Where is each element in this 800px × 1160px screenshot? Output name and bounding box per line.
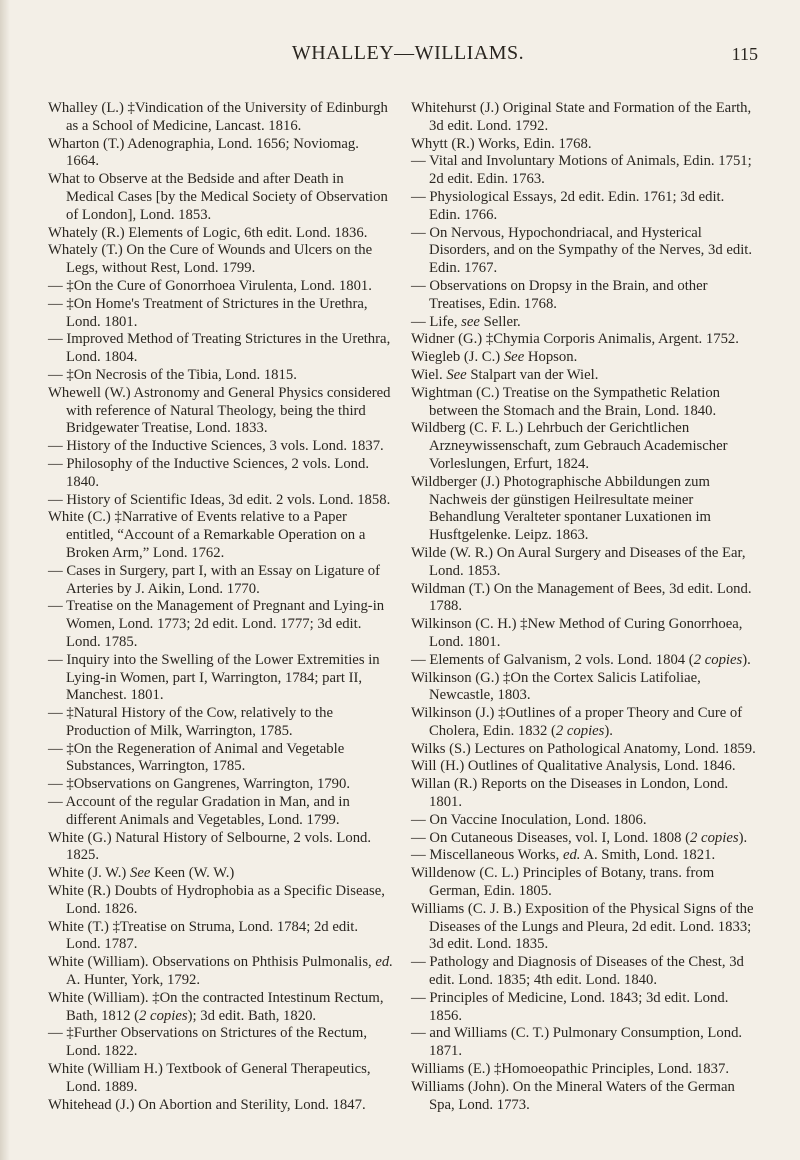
bibliography-entry: Williams (John). On the Mineral Waters of the German Spa, Lond. 1773.: [411, 1078, 735, 1113]
bibliography-entry: Whewell (W.) Astronomy and General Physics considered with reference of Natural Theology, being the third Bridgewater Treatise, Lond. 1833.: [48, 384, 391, 437]
bibliography-entry: — On Cutaneous Diseases, vol. I, Lond. 1808 (2 copies).: [411, 829, 748, 846]
bibliography-entry: White (William H.) Textbook of General Therapeutics, Lond. 1889.: [48, 1061, 371, 1095]
bibliography-entry: What to Observe at the Bedside and after Death in Medical Cases [by the Medical Society of Observation of London], Lond. 1853.: [48, 171, 388, 223]
bibliography-columns: [48, 100, 756, 1150]
bibliography-entry: — Principles of Medicine, Lond. 1843; 3d edit. Lond. 1856.: [411, 989, 729, 1024]
bibliography-entry: — Observations on Dropsy in the Brain, and other Treatises, Edin. 1768.: [411, 277, 708, 312]
bibliography-entry: Williams (C. J. B.) Exposition of the Physical Signs of the Diseases of the Lungs and Pleura, 2d edit. Lond. 1833; 3d edit. Lond. 1835.: [411, 900, 754, 953]
bibliography-entry: Willan (R.) Reports on the Diseases in London, Lond. 1801.: [411, 776, 729, 811]
bibliography-entry: Williams (E.) ‡Homoeopathic Principles, Lond. 1837.: [411, 1061, 729, 1078]
bibliography-entry: — Improved Method of Treating Strictures in the Urethra, Lond. 1804.: [48, 331, 391, 366]
bibliography-entry: — and Williams (C. T.) Pulmonary Consumption, Lond. 1871.: [411, 1025, 743, 1060]
bibliography-entry: Wilks (S.) Lectures on Pathological Anatomy, Lond. 1859.: [411, 740, 756, 757]
bibliography-entry: — ‡On the Regeneration of Animal and Vegetable Substances, Warrington, 1785.: [48, 740, 345, 775]
page-header: [58, 42, 758, 82]
bibliography-entry: — Pathology and Diagnosis of Diseases of the Chest, 3d edit. Lond. 1835; 4th edit. Lond. 1840.: [411, 954, 744, 989]
bibliography-entry: Wilde (W. R.) On Aural Surgery and Diseases of the Ear, Lond. 1853.: [411, 544, 746, 579]
bibliography-entry: Will (H.) Outlines of Qualitative Analysis, Lond. 1846.: [411, 758, 736, 775]
bibliography-entry: — ‡On Necrosis of the Tibia, Lond. 1815.: [48, 366, 297, 383]
bibliography-entry: — Miscellaneous Works, ed. A. Smith, Lond. 1821.: [411, 847, 716, 864]
bibliography-entry: — Physiological Essays, 2d edit. Edin. 1761; 3d edit. Edin. 1766.: [411, 188, 725, 223]
bibliography-entry: Wilkinson (C. H.) ‡New Method of Curing Gonorrhoea, Lond. 1801.: [411, 616, 743, 650]
bibliography-entry: White (William). ‡On the contracted Intestinum Rectum, Bath, 1812 (2 copies); 3d edit. Bath, 1820.: [48, 989, 384, 1024]
bibliography-entry: — On Nervous, Hypochondriacal, and Hysterical Disorders, and on the Sympathy of the Nerves, 3d edit. Edin. 1767.: [411, 224, 753, 277]
bibliography-entry: — History of the Inductive Sciences, 3 vols. Lond. 1837.: [48, 438, 384, 455]
bibliography-entry: — ‡Further Observations on Strictures of the Rectum, Lond. 1822.: [48, 1025, 367, 1060]
bibliography-entry: — Philosophy of the Inductive Sciences, 2 vols. Lond. 1840.: [48, 455, 370, 490]
bibliography-entry: Wiegleb (J. C.) See Hopson.: [411, 349, 578, 366]
bibliography-entry: White (R.) Doubts of Hydrophobia as a Specific Disease, Lond. 1826.: [48, 883, 385, 917]
bibliography-entry: — Elements of Galvanism, 2 vols. Lond. 1804 (2 copies).: [411, 651, 751, 668]
bibliography-entry: Whately (R.) Elements of Logic, 6th edit. Lond. 1836.: [48, 224, 368, 241]
bibliography-entry: Wildberger (J.) Photographische Abbildungen zum Nachweis der günstigen Heilresultate meiner Behandlung Veralteter spontaner Luxationen im Husftgelenke. Leipz. 1863.: [411, 473, 711, 544]
bibliography-entry: Wildberg (C. F. L.) Lehrbuch der Gerichtlichen Arzneywissenschaft, zum Gebrauch Academischer Vorleslungen, Erfurt, 1824.: [411, 420, 728, 472]
bibliography-entry: White (William). Observations on Phthisis Pulmonalis, ed. A. Hunter, York, 1792.: [48, 954, 393, 989]
bibliography-entry: — ‡Observations on Gangrenes, Warrington, 1790.: [48, 776, 351, 793]
bibliography-entry: — History of Scientific Ideas, 3d edit. 2 vols. Lond. 1858.: [48, 491, 391, 508]
bibliography-entry: Whitehurst (J.) Original State and Formation of the Earth, 3d edit. Lond. 1792.: [411, 100, 752, 134]
bibliography-entry: Wilkinson (G.) ‡On the Cortex Salicis Latifoliae, Newcastle, 1803.: [411, 669, 701, 704]
page-number: 115: [731, 44, 758, 64]
bibliography-entry: — Inquiry into the Swelling of the Lower Extremities in Lying-in Women, part I, Warrington, 1784; part II, Manchest. 1801.: [48, 651, 380, 704]
bibliography-entry: Wharton (T.) Adenographia, Lond. 1656; Noviomag. 1664.: [48, 135, 359, 170]
bibliography-entry: — Account of the regular Gradation in Man, and in different Animals and Vegetables, Lond. 1799.: [48, 794, 350, 828]
bibliography-entry: White (T.) ‡Treatise on Struma, Lond. 1784; 2d edit. Lond. 1787.: [48, 918, 359, 953]
bibliography-entry: Widner (G.) ‡Chymia Corporis Animalis, Argent. 1752.: [411, 331, 739, 348]
bibliography-entry: Whalley (L.) ‡Vindication of the University of Edinburgh as a School of Medicine, Lancast. 1816.: [48, 100, 388, 134]
bibliography-entry: White (C.) ‡Narrative of Events relative to a Paper entitled, “Account of a Remarkable Operation on a Broken Arm,” Lond. 1762.: [48, 509, 366, 561]
bibliography-entry: — Cases in Surgery, part I, with an Essay on Ligature of Arteries by J. Aikin, Lond. 1770.: [48, 562, 381, 597]
right-column: [411, 100, 756, 1150]
binding-shadow: [0, 0, 10, 1160]
bibliography-entry: — Treatise on the Management of Pregnant and Lying-in Women, Lond. 1773; 2d edit. Lond. 1777; 3d edit. Lond. 1785.: [48, 598, 385, 650]
bibliography-entry: White (G.) Natural History of Selbourne, 2 vols. Lond. 1825.: [48, 829, 372, 864]
bibliography-entry: Whytt (R.) Works, Edin. 1768.: [411, 135, 592, 152]
bibliography-entry: Whitehead (J.) On Abortion and Sterility, Lond. 1847.: [48, 1096, 366, 1113]
bibliography-entry: — ‡Natural History of the Cow, relatively to the Production of Milk, Warrington, 1785.: [48, 705, 333, 739]
bibliography-entry: — ‡On Home's Treatment of Strictures in the Urethra, Lond. 1801.: [48, 295, 368, 330]
bibliography-entry: White (J. W.) See Keen (W. W.): [48, 865, 235, 882]
bibliography-entry: — Life, see Seller.: [411, 313, 521, 330]
bibliography-entry: Wilkinson (J.) ‡Outlines of a proper Theory and Cure of Cholera, Edin. 1832 (2 copies).: [411, 705, 743, 739]
bibliography-entry: — Vital and Involuntary Motions of Animals, Edin. 1751; 2d edit. Edin. 1763.: [411, 153, 752, 188]
bibliography-entry: Wiel. See Stalpart van der Wiel.: [411, 366, 599, 383]
bibliography-entry: — ‡On the Cure of Gonorrhoea Virulenta, Lond. 1801.: [48, 277, 372, 294]
left-column: [48, 100, 393, 1150]
bibliography-entry: Whately (T.) On the Cure of Wounds and Ulcers on the Legs, without Rest, Lond. 1799.: [48, 242, 373, 277]
bibliography-entry: Wildman (T.) On the Management of Bees, 3d edit. Lond. 1788.: [411, 580, 752, 615]
bibliography-entry: Willdenow (C. L.) Principles of Botany, trans. from German, Edin. 1805.: [411, 865, 715, 900]
bibliography-entry: — On Vaccine Inoculation, Lond. 1806.: [411, 811, 647, 828]
bibliography-entry: Wightman (C.) Treatise on the Sympathetic Relation between the Stomach and the Brain, Lond. 1840.: [411, 384, 721, 419]
running-head: WHALLEY—WILLIAMS.: [291, 42, 525, 64]
